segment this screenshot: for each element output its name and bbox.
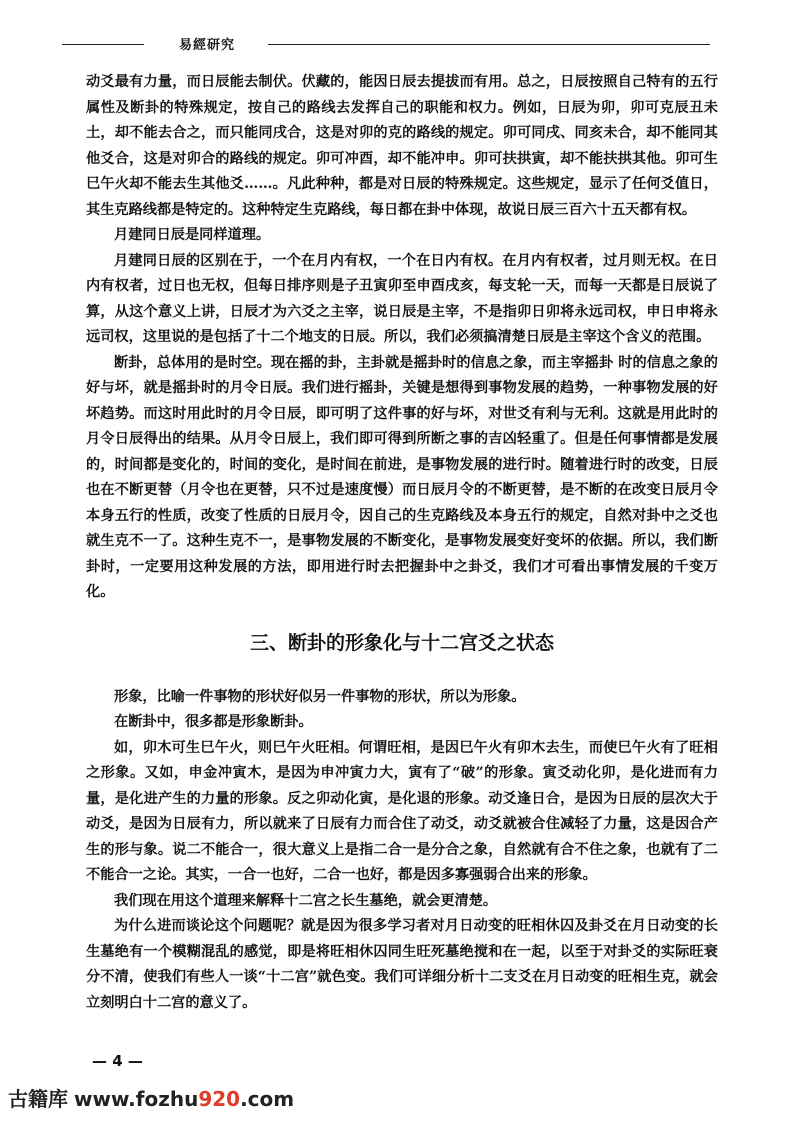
watermark [8,1083,294,1112]
header-title: 易經研究 [178,38,235,53]
paragraph: 为什么进而谈论这个问题呢？就是因为很多学习者对月日动变的旺相休囚及卦爻在月日动变的长生墓绝有一个模糊混乱的感觉，即是将旺相休囚同生旺死墓绝搅和在一起，以至于对卦爻的实际旺衰分不清，使我们有些人一谈“十二宫”就色变。我们可详细分析十二支爻在月日动变的旺相生克，就会立刻明白十二宫的意义了。 [86,918,718,1011]
watermark-url-suffix: .com [240,1087,295,1111]
section-heading: 三、断卦的形象化与十二宫爻之状态 [249,631,554,654]
paragraph: 动爻最有力量，而日辰能去制伏。伏藏的，能因日辰去提拔而有用。总之，日辰按照自己特有的五行属性及断卦的特殊规定，按自己的路线去发挥自己的职能和权力。例如，日辰为卯，卯可克辰丑未土，却不能去合之，而只能同戌合，这是对卯的克的路线的规定。卯可同戌、同亥未合，却不能同其他爻合，这是对卯合的路线的规定。卯可冲酉，却不能冲申。卯可扶拱寅，却不能扶拱其他。卯可生巳午火却不能去生其他爻……。凡此种种，都是对日辰的特殊规定。这些规定，显示了任何爻值日，其生克路线都是特定的。这种特定生克路线，每日都在卦中体现，故说日辰三百六十五天都有权。 [86,74,718,218]
header-rule-right [268,44,710,45]
paragraph: 如，卯木可生巳午火，则巳午火旺相。何谓旺相，是因巳午火有卯木去生，而使巳午火有了旺相之形象。又如，申金冲寅木，是因为申冲寅力大，寅有了“破”的形象。寅爻动化卯，是化进而有力量，是化进产生的力量的形象。反之卯动化寅，是化退的形象。动爻逢日合，是因为日辰的层次大于动爻，是因为日辰有力，所以就来了日辰有力而合住了动爻，动爻就被合住减轻了力量，这是因合产生的形与象。说二不能合一，很大意义上是指二合一是分合之象，自然就有合不住之象，也就有了二不能合一之论。其实，一合一也好，二合一也好，都是因多寡强弱合出来的形象。 [86,739,718,883]
page-number: — 4 — [92,1052,143,1070]
watermark-url-number: 920 [198,1087,241,1111]
watermark-label: 古籍库 [8,1087,68,1111]
header-rule-left [62,44,144,45]
paragraph: 形象，比喻一件事物的形状好似另一件事物的形状，所以为形象。 [114,688,526,705]
paragraph: 月建同日辰是同样道理。 [114,227,271,243]
paragraph: 月建同日辰的区别在于，一个在月内有权，一个在日内有权。在月内有权者，过月则无权。在日内有权者，过日也无权，但每日排序则是子丑寅卯至申酉戌亥，每支轮一天，而每一天都是日辰说了算，从这个意义上讲，日辰才为六爻之主宰，说日辰是主宰，不是指卯日卯将永远司权，申日申将永远司权，这里说的是包括了十二个地支的日辰。所以，我们必须搞清楚日辰是主宰这个含义的范围。 [86,252,718,345]
watermark-url-part: www.fozhu [74,1087,199,1111]
paragraph: 我们现在用这个道理来解释十二宫之长生墓绝，就会更清楚。 [114,892,498,909]
paragraph: 在断卦中，很多都是形象断卦。 [114,714,313,730]
paragraph: 断卦，总体用的是时空。现在摇的卦，主卦就是摇卦时的信息之象，而主宰摇卦 时的信息之象的好与坏，就是摇卦时的月令日辰。我们进行摇卦，关键是想得到事物发展的趋势，一种事物发展的好坏趋势。而这时用此时的月令日辰，即可明了这件事的好与坏，对世爻有利与无利。这就是用此时的月令日辰得出的结果。从月令日辰上，我们即可得到所断之事的吉凶轻重了。但是任何事情都是发展的，时间都是变化的，时间的变化，是时间在前进，是事物发展的进行时。随着进行时的改变，日辰也在不断更替（月令也在更替，只不过是速度慢）而日辰月令的不断更替，是不断的在改变日辰月令本身五行的性质，改变了性质的日辰月令，因自己的生克路线及本身五行的规定，自然对卦中之爻也就生克不一了。这种生克不一，是事物发展的不断变化，是事物发展变好变坏的依据。所以，我们断卦时，一定要用这种发展的方法，即用进行时去把握卦中之卦爻，我们才可看出事情发展的千变万化。 [86,354,718,600]
page-body [86,70,718,1016]
running-header [62,34,710,54]
